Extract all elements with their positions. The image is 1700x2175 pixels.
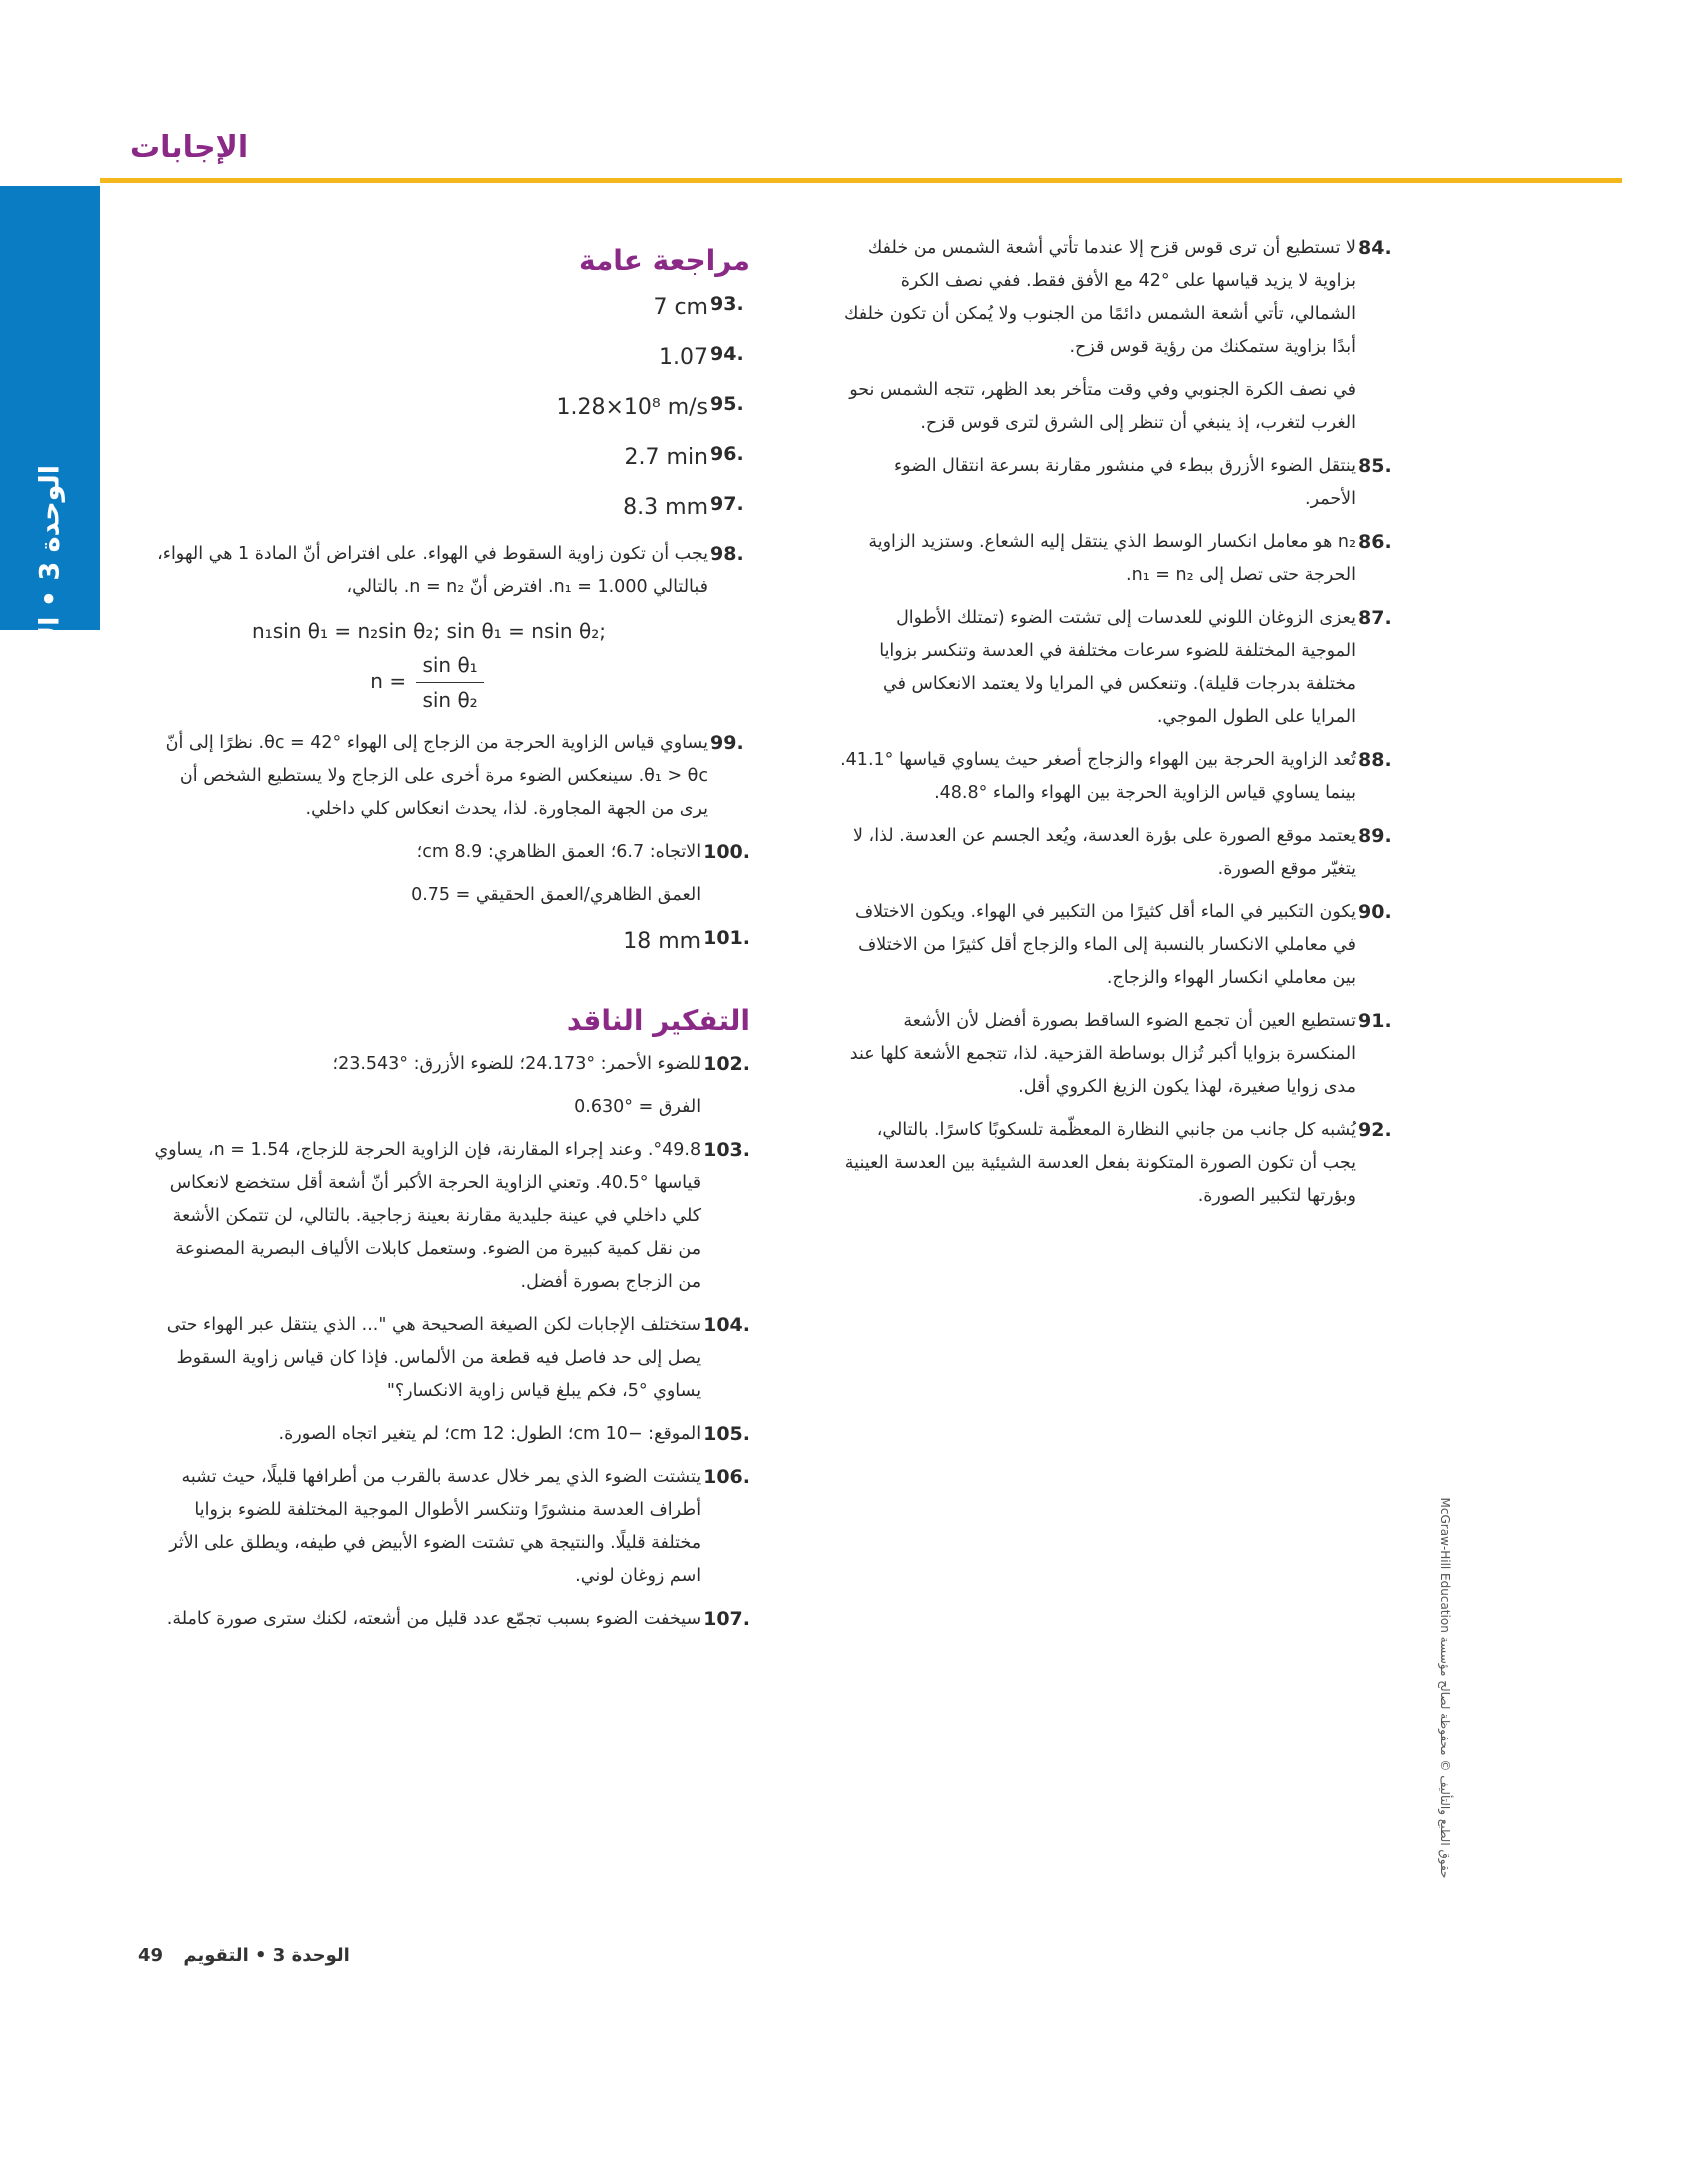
- footer-unit-label: الوحدة 3 • التقويم: [183, 1945, 350, 1966]
- side-tab-label: الوحدة 3 • الإجابات: [34, 465, 66, 723]
- answer-value: 1.07: [659, 345, 708, 370]
- answer-item-90: [838, 896, 1398, 995]
- equation-fraction: [416, 648, 483, 717]
- equation-snell: n₁sin θ₁ = n₂sin θ₂; sin θ₁ = nsin θ₂;: [252, 619, 606, 643]
- answer-number: 93.: [710, 293, 744, 315]
- fraction-denominator: sin θ₂: [422, 688, 478, 712]
- answer-item-105: [150, 1418, 750, 1451]
- answer-item-103: [150, 1134, 750, 1299]
- answer-item-107: [150, 1603, 750, 1636]
- answer-text: يعتمد موقع الصورة على بؤرة العدسة، ويُعد الجسم عن العدسة. لذا، لا يتغيّر موقع الصورة.: [853, 826, 1356, 879]
- answer-item-92: [838, 1114, 1398, 1213]
- answer-value: 8.3 mm: [623, 495, 708, 520]
- answer-number: 84.: [1358, 237, 1392, 259]
- answer-number: 97.: [710, 493, 744, 515]
- answer-number: 85.: [1358, 455, 1392, 477]
- answer-text: يساوي قياس الزاوية الحرجة من الزجاج إلى الهواء θc = 42°. نظرًا إلى أنّ θ₁ > θc. سينعكس الضوء مرة أخرى على الزجاج ولا يستطيع الشخص أن يرى من الجهة المجاورة. لذا، يحدث انعكاس كلي داخلي.: [165, 733, 708, 819]
- answer-number: 90.: [1358, 901, 1392, 923]
- answer-text: لا تستطيع أن ترى قوس قزح إلا عندما تأتي أشعة الشمس من خلفك بزاوية لا يزيد قياسها على °42 مع الأفق فقط. ففي نصف الكرة الشمالي، تأتي أشعة الشمس دائمًا من الجنوب ولا يُمكن أن تكون خلفك أبدًا بزاوية ستمكنك من رؤية قوس قزح.: [844, 238, 1356, 357]
- answer-item-87: [838, 602, 1398, 734]
- answer-text: يُشبه كل جانب من جانبي النظارة المعظّمة تلسكوبًا كاسرًا. بالتالي، يجب أن تكون الصورة المتكونة بفعل العدسة الشيئية بين العدسة العينية وبؤرتها لتكبير الصورة.: [844, 1120, 1356, 1206]
- answer-number: 86.: [1358, 531, 1392, 553]
- answer-number: 106.: [703, 1466, 750, 1488]
- answer-value: 2.7 min: [624, 445, 708, 470]
- answer-item-102: [150, 1048, 750, 1124]
- answer-item-100: [150, 836, 750, 912]
- answer-text: سيخفت الضوء بسبب تجمّع عدد قليل من أشعته، لكنك سترى صورة كاملة.: [166, 1609, 702, 1629]
- answer-number: 99.: [710, 732, 744, 754]
- answer-text: يتشتت الضوء الذي يمر خلال عدسة بالقرب من أطرافها قليلًا، حيث تشبه أطراف العدسة منشورًا وتنكسر الأطوال الموجية المختلفة للضوء بزوايا مختلفة قليلًا. والنتيجة هي تشتت الضوء الأبيض في طيفه، ويطلق على الأثر اسم زوغان لوني.: [169, 1467, 702, 1586]
- answer-item-86: [838, 526, 1398, 592]
- answer-item-95: [150, 388, 750, 428]
- answer-item-84: [838, 232, 1398, 440]
- answer-text: الموقع: −10 cm؛ الطول: 12 cm؛ لم يتغير اتجاه الصورة.: [278, 1424, 702, 1444]
- answer-item-101: [150, 922, 750, 962]
- answers-column-right: [838, 232, 1398, 1223]
- answer-text: °49.8. وعند إجراء المقارنة، فإن الزاوية الحرجة للزجاج، n = 1.54، يساوي قياسها °40.5. وتعني الزاوية الحرجة الأكبر أنّ أشعة أقل ستخضع لانعكاس كلي داخلي في عينة جليدية مقارنة بعينة زجاجية. بالتالي، لن تتمكن الأشعة من نقل كمية كبيرة من الضوء. وستعمل كابلات الألياف البصرية المصنوعة من الزجاج بصورة أفضل.: [154, 1140, 702, 1292]
- answer-number: 91.: [1358, 1010, 1392, 1032]
- answer-number: 104.: [703, 1314, 750, 1336]
- answer-value: 1.28×10⁸ m/s: [556, 395, 708, 420]
- answer-item-106: [150, 1461, 750, 1593]
- answer-text: n₂ هو معامل انكسار الوسط الذي ينتقل إليه الشعاع. وستزيد الزاوية الحرجة حتى تصل إلى n₁ = n₂.: [868, 532, 1356, 585]
- page-number: 49: [138, 1945, 164, 1966]
- answer-item-98: [150, 538, 750, 717]
- answer-number: 94.: [710, 343, 744, 365]
- answer-number: 102.: [703, 1053, 750, 1075]
- copyright-notice: حقوق الطبع والتأليف © محفوظة لصالح مؤسسة McGraw-Hill Education: [1438, 1497, 1452, 1879]
- answer-item-96: [150, 438, 750, 478]
- answer-item-93: [150, 288, 750, 328]
- answer-text: يعزى الزوغان اللوني للعدسات إلى تشتت الضوء (تمتلك الأطوال الموجية المختلفة للضوء سرعات مختلفة في العدسة وتنكسر بزوايا مختلفة بدرجات قليلة). وتنعكس في المرايا ولا يعتمد الانعكاس في المرايا على الطول الموجي.: [879, 608, 1356, 727]
- section-heading-critical-thinking: التفكير الناقد: [566, 1004, 750, 1037]
- answer-item-89: [838, 820, 1398, 886]
- answer-number: 88.: [1358, 749, 1392, 771]
- answer-item-99: [150, 727, 750, 826]
- answers-column-left: [150, 232, 750, 1646]
- answer-text: تستطيع العين أن تجمع الضوء الساقط بصورة أفضل لأن الأشعة المنكسرة بزوايا أكبر تُزال بوساطة القزحية. لذا، تتجمع الأشعة كلها عند مدى زوايا صغيرة، لهذا يكون الزيغ الكروي أقل.: [849, 1011, 1356, 1097]
- answer-text: يكون التكبير في الماء أقل كثيرًا من التكبير في الهواء. ويكون الاختلاف في معاملي الانكسار بالنسبة إلى الماء والزجاج أقل كثيرًا من الاختلاف بين معاملي انكسار الهواء والزجاج.: [854, 902, 1356, 988]
- answer-item-85: [838, 450, 1398, 516]
- answer-text: العمق الظاهري/العمق الحقيقي = 0.75: [411, 885, 702, 905]
- answer-text: الفرق = °0.630: [574, 1097, 702, 1117]
- answer-text: ستختلف الإجابات لكن الصيغة الصحيحة هي "... الذي ينتقل عبر الهواء حتى يصل إلى حد فاصل فيه قطعة من الألماس. فإذا كان قياس زاوية السقوط يساوي °5، فكم يبلغ قياس زاوية الانكسار؟": [166, 1315, 702, 1401]
- answer-text: للضوء الأحمر: °24.173؛ للضوء الأزرق: °23.543؛: [332, 1054, 702, 1074]
- equation-index: [150, 648, 708, 717]
- answer-text: في نصف الكرة الجنوبي وفي وقت متأخر بعد الظهر، تتجه الشمس نحو الغرب لتغرب، إذ ينبغي أن تنظر إلى الشرق لترى قوس قزح.: [849, 380, 1356, 433]
- answer-number: 107.: [703, 1608, 750, 1630]
- answer-value: 18 mm: [623, 929, 702, 954]
- page-footer: [138, 1945, 398, 1966]
- answer-number: 101.: [703, 927, 750, 949]
- answer-item-94: [150, 338, 750, 378]
- answer-number: 98.: [710, 543, 744, 565]
- answer-item-104: [150, 1309, 750, 1408]
- answer-text: يجب أن تكون زاوية السقوط في الهواء. على افتراض أنّ المادة 1 هي الهواء، فبالتالي n₁ = 1.000. افترض أنّ n = n₂. بالتالي،: [157, 544, 708, 597]
- answer-number: 95.: [710, 393, 744, 415]
- answer-value: 7 cm: [653, 295, 708, 320]
- answer-number: 103.: [703, 1139, 750, 1161]
- side-tab: [0, 186, 100, 723]
- answer-number: 87.: [1358, 607, 1392, 629]
- answer-item-88: [838, 744, 1398, 810]
- section-heading-general-review: مراجعة عامة: [578, 244, 750, 277]
- page-header-title: الإجابات: [130, 130, 249, 165]
- answer-number: 96.: [710, 443, 744, 465]
- answer-text: تُعد الزاوية الحرجة بين الهواء والزجاج أصغر حيث يساوي قياسها °41.1. بينما يساوي قياس الزاوية الحرجة بين الهواء والماء °48.8.: [840, 750, 1356, 803]
- equation-lhs: n =: [370, 669, 407, 693]
- answer-number: 89.: [1358, 825, 1392, 847]
- fraction-numerator: sin θ₁: [416, 648, 483, 683]
- answer-text: الاتجاه: 6.7؛ العمق الظاهري: 8.9 cm؛: [416, 842, 702, 862]
- answer-item-91: [838, 1005, 1398, 1104]
- answer-item-97: [150, 488, 750, 528]
- answer-number: 105.: [703, 1423, 750, 1445]
- answer-number: 92.: [1358, 1119, 1392, 1141]
- answer-number: 100.: [703, 841, 750, 863]
- answer-text: ينتقل الضوء الأزرق ببطء في منشور مقارنة بسرعة انتقال الضوء الأحمر.: [893, 456, 1356, 509]
- header-rule: [100, 178, 1622, 183]
